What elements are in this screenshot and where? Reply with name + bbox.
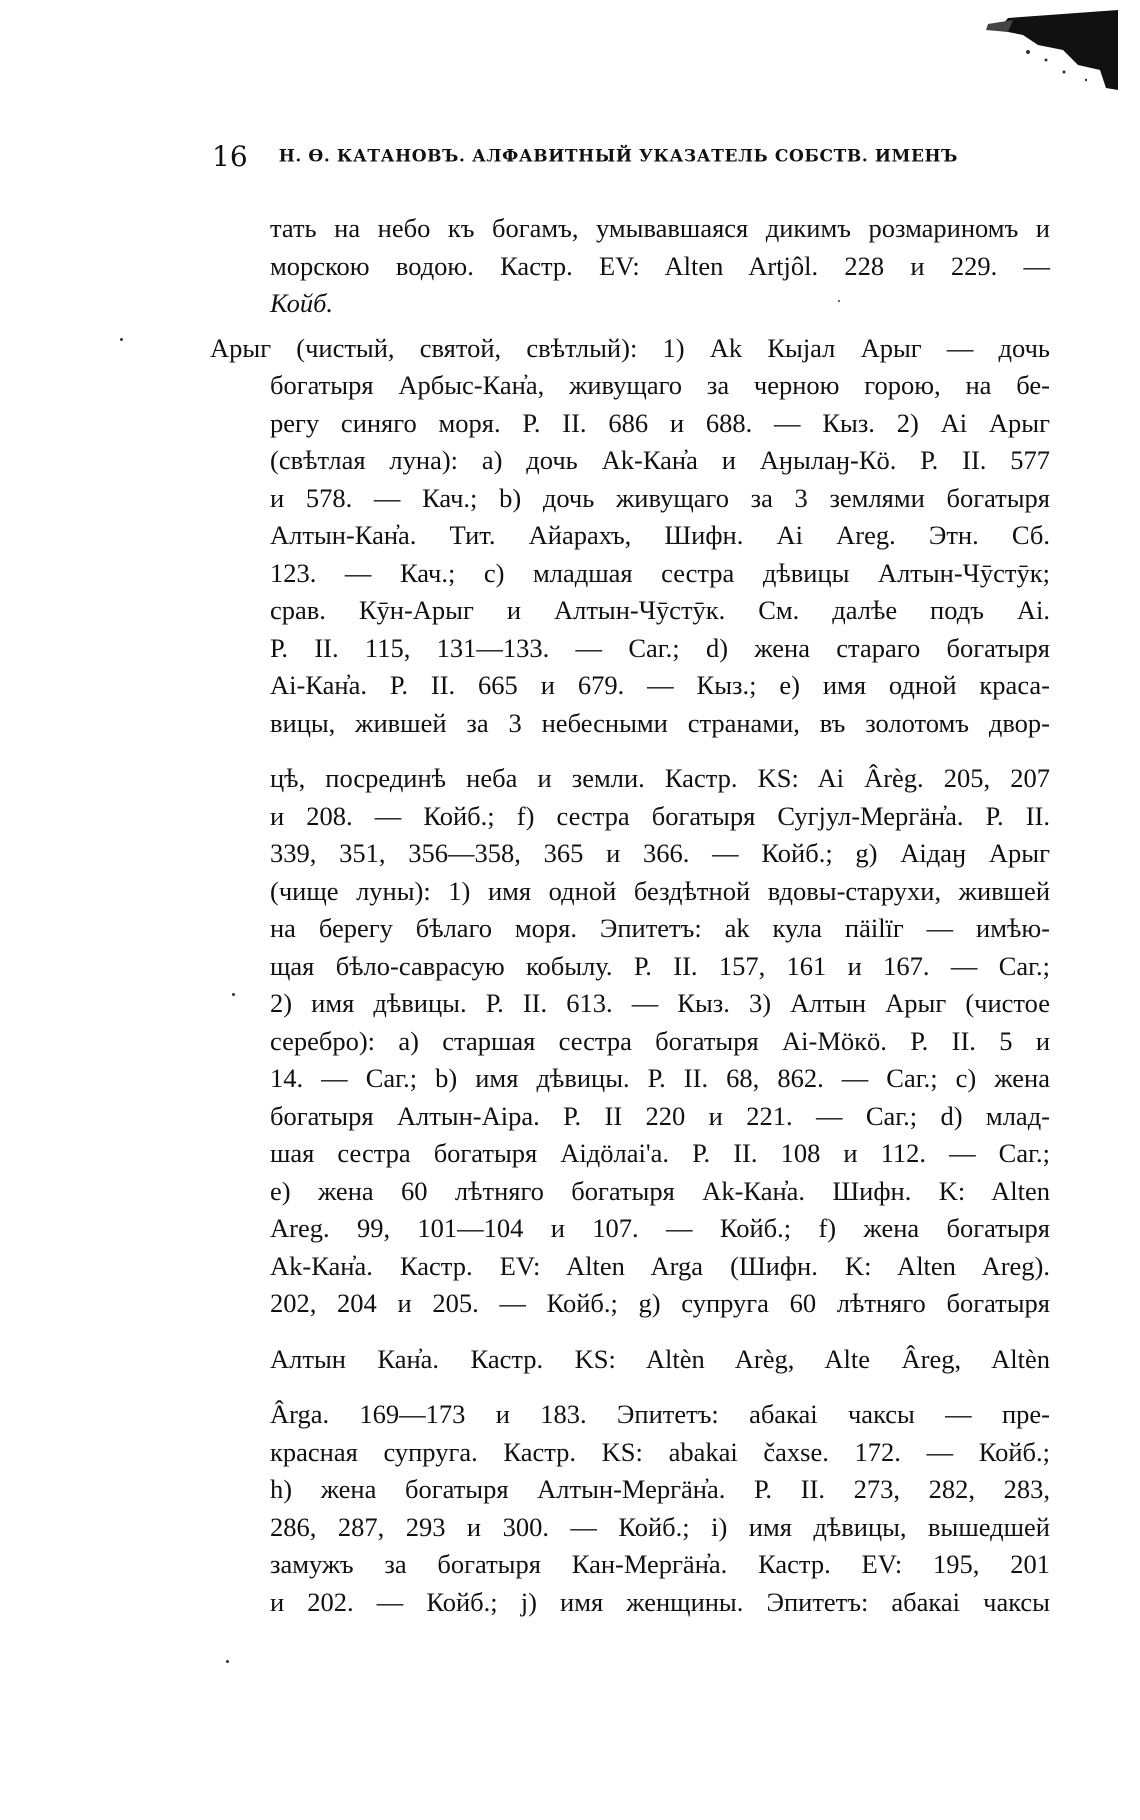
scan-speck	[838, 300, 840, 302]
text-line: (свѣтлая луна): а) дочь Ak-Кан̓а и Аӈылаӈ-Кӧ. Р. II. 577	[270, 445, 1050, 475]
text-line: щая бѣло-саврасую кобылу. Р. II. 157, 161 и 167. — Саг.;	[270, 950, 1050, 981]
scan-speck	[120, 338, 123, 341]
text-line: Р. II. 115, 131—133. — Саг.; d) жена стараго богатыря	[270, 632, 1050, 663]
text-line: Алтын Кан̓а. Кастр. KS: Altèn Arèg, Alte Âreg, Altèn	[270, 1343, 1050, 1374]
page-number: 16	[212, 140, 248, 173]
body-text	[210, 210, 1050, 1621]
text-line: 202, 204 и 205. — Койб.; g) супруга 60 лѣтняго богатыря	[270, 1288, 1050, 1318]
text-line: Areg. 99, 101—104 и 107. — Койб.; f) жена богатыря	[270, 1213, 1050, 1243]
text-line: морскою водою. Кастр. EV: Alten Artjôl. 228 и 229. —	[270, 250, 1050, 281]
page-header	[212, 140, 1052, 173]
text-line: и 208. — Койб.; f) сестра богатыря Сугјул-Мергӓн̓а. Р. II.	[270, 800, 1050, 831]
text-line: на берегу бѣлаго моря. Эпитетъ: ak кула пäіlïг — имѣю-	[270, 913, 1050, 943]
text-line: богатыря Алтын-Аіра. Р. II 220 и 221. — Саг.; d) млад-	[270, 1100, 1050, 1131]
text-line: тать на небо къ богамъ, умывавшаяся дикимъ розмариномъ и	[270, 213, 1050, 243]
text-line: Ârga. 169—173 и 183. Эпитетъ: абакаі чаксы — пре-	[270, 1399, 1050, 1429]
text-line: богатыря Арбыс-Кан̓а, живущаго за черною горою, на бе-	[270, 370, 1050, 400]
text-line: цѣ, посрединѣ неба и земли. Кастр. KS: Ai Ârèg. 205, 207	[270, 763, 1050, 793]
text-line: красная супруга. Кастр. KS: abakai čaxse. 172. — Койб.;	[270, 1436, 1050, 1467]
text-line: замужъ за богатыря Кан-Мергӓн̓а. Кастр. EV: 195, 201	[270, 1549, 1050, 1579]
text-line: 286, 287, 293 и 300. — Койб.; i) имя дѣвицы, вышедшей	[270, 1511, 1050, 1542]
text-line: Койб.	[270, 288, 334, 318]
text-line: шая сестра богатыря Аідӧлаі'а. Р. II. 108 и 112. — Саг.;	[270, 1138, 1050, 1168]
text-line: Ak-Кан̓а. Кастр. EV: Alten Arga (Шифн. K: Alten Areg).	[270, 1250, 1050, 1281]
text-line: 339, 351, 356—358, 365 и 366. — Койб.; g) Аідаӈ Арыг	[270, 838, 1050, 868]
text-line: и 202. — Койб.; j) имя женщины. Эпитетъ: абакаі чаксы	[270, 1586, 1050, 1617]
scan-speck	[232, 993, 235, 996]
entry-heading-line: Арыг (чистый, святой, свѣтлый): 1) Ak Кыјал Арыг — дочь	[210, 332, 1050, 363]
text-line: вицы, жившей за 3 небесными странами, въ золотомъ двор-	[270, 707, 1050, 738]
text-line: регу синяго моря. Р. II. 686 и 688. — Кыз. 2) Аі Арыг	[270, 407, 1050, 438]
text-line: 2) имя дѣвицы. Р. II. 613. — Кыз. 3) Алтын Арыг (чистое	[270, 988, 1050, 1018]
text-line: 14. — Саг.; b) имя дѣвицы. Р. II. 68, 862. — Саг.; с) жена	[270, 1063, 1050, 1093]
text-line: 123. — Кач.; с) младшая сестра дѣвицы Алтын-Чӯстӯк;	[270, 557, 1050, 588]
text-line: Алтын-Кан̓а. Тит. Айарахъ, Шифн. Аі Areg. Этн. Сб.	[270, 520, 1050, 550]
text-line: Аі-Кан̓а. Р. II. 665 и 679. — Кыз.; е) имя одной краса-	[270, 670, 1050, 700]
text-line: срав. Кӯн-Арыг и Алтын-Чӯстӯк. См. далѣе подъ Аі.	[270, 595, 1050, 625]
text-line: и 578. — Кач.; b) дочь живущаго за 3 землями богатыря	[270, 482, 1050, 513]
text-line: h) жена богатыря Алтын-Мергӓн̓а. Р. II. 273, 282, 283,	[270, 1474, 1050, 1504]
scan-corner-smudge	[968, 10, 1118, 90]
text-line: серебро): а) старшая сестра богатыря Аі-Мӧкӧ. Р. II. 5 и	[270, 1025, 1050, 1056]
scan-speck	[226, 1660, 229, 1663]
running-title: Н. Ѳ. КАТАНОВЪ. АЛФАВИТНЫЙ УКАЗАТЕЛЬ СОБСТВ. ИМЕНЪ	[278, 146, 959, 167]
text-line: е) жена 60 лѣтняго богатыря Ak-Кан̓а. Шифн. K: Alten	[270, 1175, 1050, 1206]
text-line: (чище луны): 1) имя одной бездѣтной вдовы-старухи, жившей	[270, 875, 1050, 906]
